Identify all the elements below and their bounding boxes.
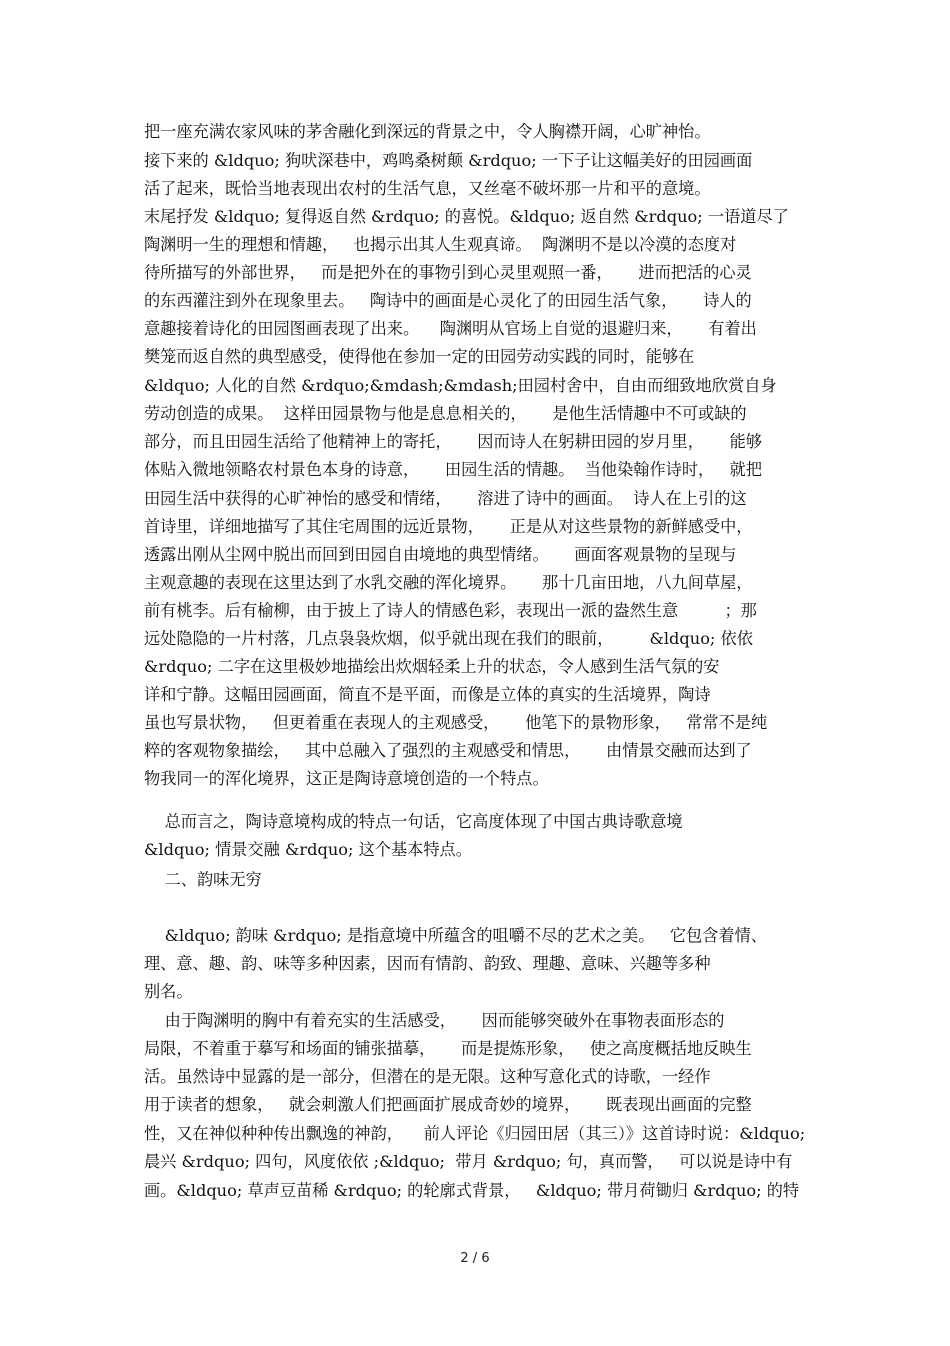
text-line: 局限，不着重于摹写和场面的铺张描摹， 而是提炼形象， 使之高度概括地反映生 — [144, 1039, 752, 1058]
text-line: 别名。 — [144, 982, 193, 1001]
text-line: 总而言之，陶诗意境构成的特点一句话，它高度体现了中国古典诗歌意境 — [144, 812, 683, 831]
text-line: 活。虽然诗中显露的是一部分，但潜在的是无限。这种写意化式的诗歌，一经作 — [144, 1067, 711, 1086]
text-line: 晨兴 &rdquo; 四句，风度依依 ;&ldquo; 带月 &rdquo; 句，真而警， 可以说是诗中有 — [144, 1152, 793, 1171]
text-line: 末尾抒发 &ldquo; 复得返自然 &rdquo; 的喜悦。&ldquo; 返自然 &rdquo; 一语道尽了 — [144, 207, 789, 226]
text-line: 的东西灌注到外在现象里去。 陶诗中的画面是心灵化了的田园生活气象， 诗人的 — [144, 291, 752, 310]
text-line: 陶渊明一生的理想和情趣， 也揭示出其人生观真谛。 陶渊明不是以冷漠的态度对 — [144, 235, 737, 254]
text-line: &ldquo; 人化的自然 &rdquo;&mdash;&mdash;田园村舍中，自由而细致地欣赏自身 — [144, 376, 777, 395]
text-line: 粹的客观物象描绘， 其中总融入了强烈的主观感受和情思， 由情景交融而达到了 — [144, 741, 752, 760]
text-line: 劳动创造的成果。 这样田园景物与他是息息相关的， 是他生活情趣中不可或缺的 — [144, 404, 747, 423]
text-line: 前有桃李。后有榆柳，由于披上了诗人的情感色彩，表现出一派的盎然生意 ；那 — [144, 601, 757, 620]
text-line: 由于陶渊明的胸中有着充实的生活感受， 因而能够突破外在事物表面形态的 — [144, 1011, 725, 1030]
text-line: 把一座充满农家风味的茅舍融化到深远的背景之中，令人胸襟开阔，心旷神怡。 — [144, 122, 711, 141]
text-line: 首诗里，详细地描写了其住宅周围的远近景物， 正是从对这些景物的新鲜感受中， — [144, 517, 753, 536]
text-line: 田园生活中获得的心旷神怡的感受和情绪， 溶进了诗中的画面。 诗人在上引的这 — [144, 489, 747, 508]
text-line: 理、意、趣、韵、味等多种因素，因而有情韵、韵致、理趣、意味、兴趣等多种 — [144, 954, 711, 973]
text-line: 体贴入微地领略农村景色本身的诗意， 田园生活的情趣。 当他染翰作诗时， 就把 — [144, 460, 763, 479]
text-line: 物我同一的浑化境界，这正是陶诗意境创造的一个特点。 — [144, 769, 549, 788]
text-line: 画。&ldquo; 草声豆苗稀 &rdquo; 的轮廓式背景， &ldquo; 带月荷锄归 &rdquo; 的特 — [144, 1181, 800, 1200]
text-line: 虽也写景状物， 但更着重在表现人的主观感受， 他笔下的景物形象， 常常不是纯 — [144, 713, 768, 732]
text-line: 接下来的 &ldquo; 狗吠深巷中，鸡鸣桑树颠 &rdquo; 一下子让这幅美好的田园画面 — [144, 151, 753, 170]
text-line: 主观意趣的表现在这里达到了水乳交融的浑化境界。 那十几亩田地，八九间草屋， — [144, 573, 753, 592]
text-line: 待所描写的外部世界， 而是把外在的事物引到心灵里观照一番， 进而把活的心灵 — [144, 263, 752, 282]
text-line: 部分，而且田园生活给了他精神上的寄托， 因而诗人在躬耕田园的岁月里， 能够 — [144, 432, 763, 451]
text-line: 性，又在神似种种传出飘逸的神韵， 前人评论《归园田居（其三）》这首诗时说：&ldquo; — [144, 1124, 806, 1143]
text-line: 透露出刚从尘网中脱出而回到田园自由境地的典型情绪。 画面客观景物的呈现与 — [144, 545, 737, 564]
text-line: &ldquo; 情景交融 &rdquo; 这个基本特点。 — [144, 840, 472, 859]
text-line: 用于读者的想象， 就会刺激人们把画面扩展成奇妙的境界， 既表现出画面的完整 — [144, 1095, 752, 1114]
text-line: &rdquo; 二字在这里极妙地描绘出炊烟轻柔上升的状态，令人感到生活气氛的安 — [144, 657, 720, 676]
text-line: 二、韵味无穷 — [144, 870, 262, 889]
page-number: 2 / 6 — [460, 1251, 490, 1266]
text-line: 樊笼而返自然的典型感受，使得他在参加一定的田园劳动实践的同时，能够在 — [144, 347, 695, 366]
text-line: 活了起来，既恰当地表现出农村的生活气息，又丝毫不破坏那一片和平的意境。 — [144, 179, 711, 198]
text-line: &ldquo; 韵味 &rdquo; 是指意境中所蕴含的咀嚼不尽的艺术之美。 它包含着情、 — [144, 926, 767, 945]
text-line: 详和宁静。这幅田园画面，简直不是平面，而像是立体的真实的生活境界，陶诗 — [144, 685, 711, 704]
text-line: 远处隐隐的一片村落，几点袅袅炊烟，似乎就出现在我们的眼前， &ldquo; 依依 — [144, 629, 753, 648]
text-line: 意趣接着诗化的田园图画表现了出来。 陶渊明从官场上自觉的退避归来， 有着出 — [144, 319, 757, 338]
